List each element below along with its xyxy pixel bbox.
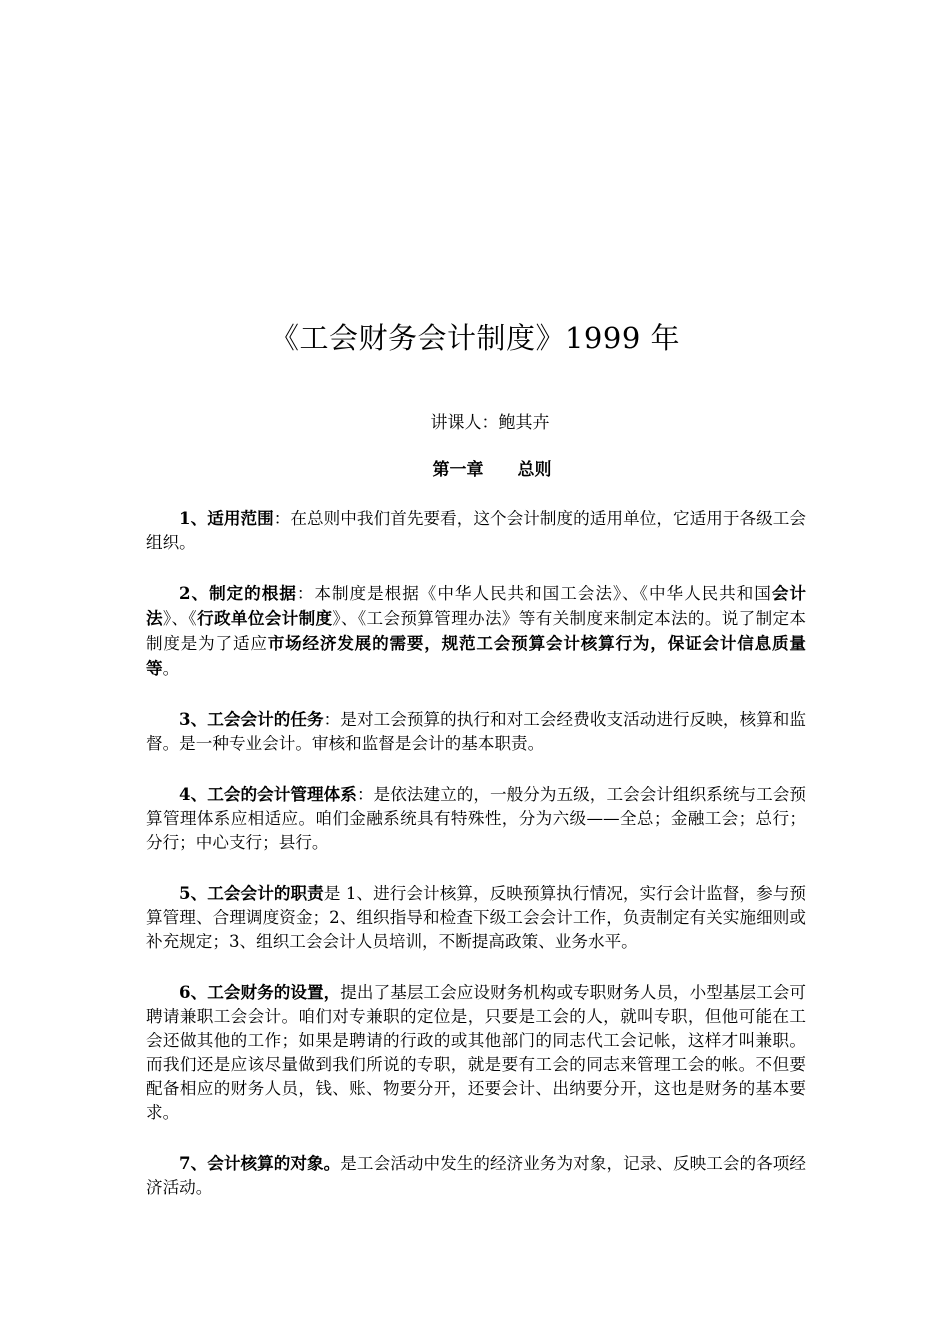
paragraph-2 [146, 581, 806, 681]
paragraph-3-text: ：是对工会预算的执行和对工会经费收支活动进行反映，核算和监督。是一种专业会计。审核和监督是会计的基本职责。 [146, 710, 807, 753]
paragraph-3 [146, 707, 806, 756]
chapter-heading: 第一章 总则 [432, 460, 552, 480]
paragraph-2-emphasis: 行政单位会计制度 [197, 608, 333, 628]
paragraph-3-heading: 3、工会会计的任务 [179, 709, 324, 729]
paragraph-7 [146, 1151, 806, 1200]
paragraph-5-heading: 5、工会会计的职责 [179, 883, 324, 903]
paragraph-2-emphasis: 会计法 [146, 583, 807, 628]
paragraph-5-text: 是 1、进行会计核算，反映预算执行情况，实行会计监督，参与预算管理、合理调度资金；2、组织指导和检查下级工会会计工作，负责制定有关实施细则或补充规定；3、组织工会会计人员培训，不断提高政策、业务水平。 [146, 884, 806, 951]
paragraph-2-emphasis: 市场经济发展的需要，规范工会预算会计核算行为，保证会计信息质量等 [146, 633, 807, 678]
document-title: 《工会财务会计制度》1999 年 [269, 321, 681, 355]
paragraph-4-heading: 4、工会的会计管理体系 [179, 784, 357, 804]
paragraph-1-heading: 1、适用范围 [179, 508, 274, 528]
paragraph-6-text: 提出了基层工会应设财务机构或专职财务人员，小型基层工会可聘请兼职工会会计。咱们对专兼职的定位是，只要是工会的人，就叫专职，但他可能在工会还做其他的工作；如果是聘请的行政的或其他部门的同志代工会记帐，这样才叫兼职。而我们还是应该尽量做到我们所说的专职，就是要有工会的同志来管理工会的帐。不但要配备相应的财务人员，钱、账、物要分开，还要会计、出纳要分开，这也是财务的基本要求。 [146, 983, 807, 1122]
paragraph-1 [146, 506, 806, 555]
paragraph-6-heading: 6、工会财务的设置， [179, 982, 341, 1002]
paragraph-2-text: 。 [162, 659, 180, 678]
paragraph-2-text: 》、《 [162, 609, 198, 628]
paragraph-6 [146, 980, 806, 1125]
paragraph-2-heading: 2、制定的根据 [179, 583, 297, 603]
paragraph-2-text: 》、《工会预算管理办法》等有关制度来制定本法的。说了制定本制度是为了适应 [146, 609, 807, 653]
paragraph-4 [146, 782, 806, 855]
paragraph-7-text: 是工会活动中发生的经济业务为对象，记录、反映工会的各项经济活动。 [146, 1154, 807, 1197]
paragraph-5 [146, 881, 806, 954]
lecturer-line: 讲课人：鲍其卉 [430, 413, 550, 433]
document-body [146, 506, 806, 1226]
paragraph-1-text: ：在总则中我们首先要看，这个会计制度的适用单位，它适用于各级工会组织。 [146, 509, 807, 552]
paragraph-7-heading: 7、会计核算的对象。 [179, 1153, 341, 1173]
paragraph-2-text: ：本制度是根据《中华人民共和国工会法》、《中华人民共和国 [296, 584, 772, 603]
paragraph-4-text: ：是依法建立的，一般分为五级，工会会计组织系统与工会预算管理体系应相适应。咱们金融系统具有特殊性，分为六级——全总；金融工会；总行；分行；中心支行；县行。 [146, 785, 807, 852]
